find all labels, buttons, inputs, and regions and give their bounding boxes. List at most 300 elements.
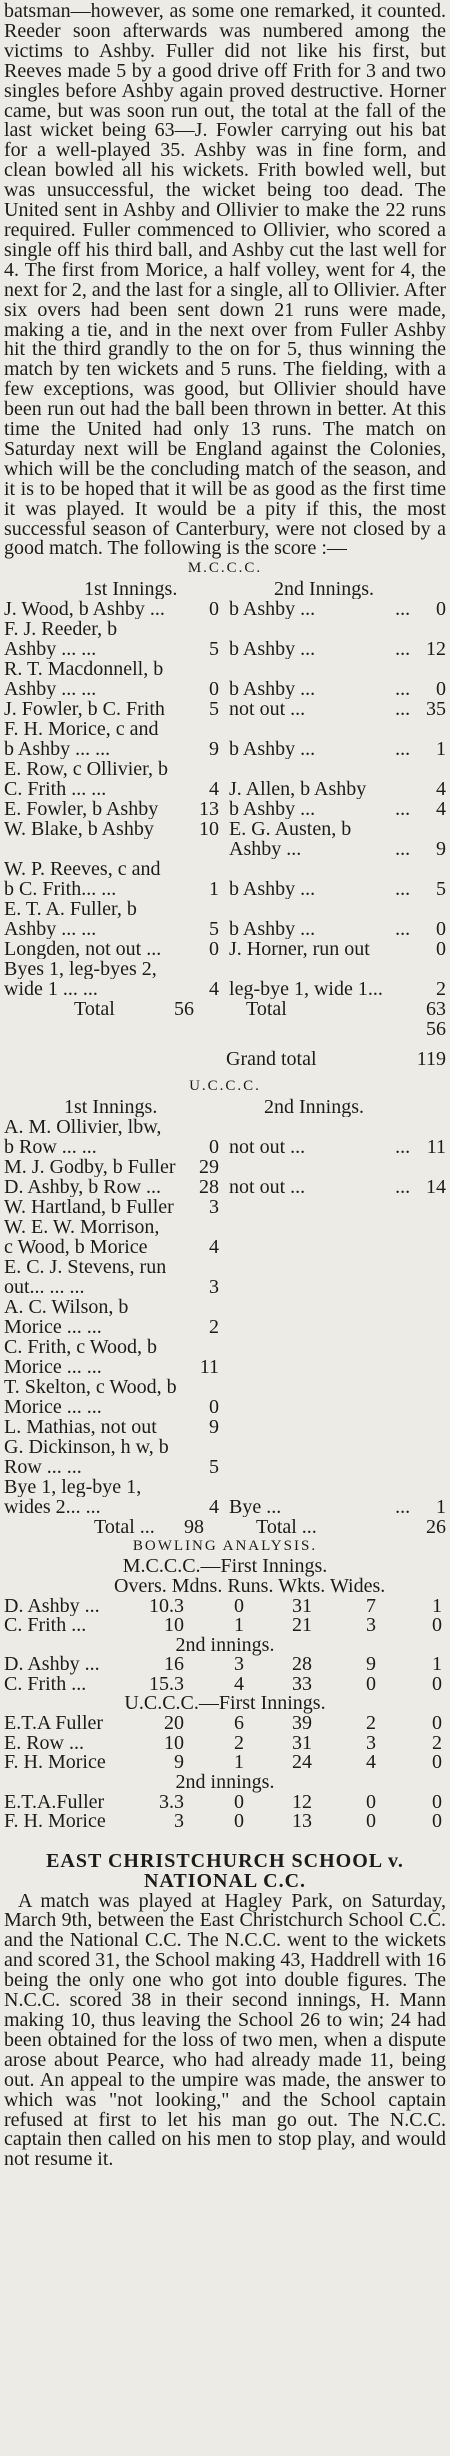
- score-row: [4, 1157, 446, 1177]
- dots-2nd: [395, 1437, 417, 1457]
- bowler: C. Frith ...: [4, 1674, 87, 1695]
- batsman-2nd: [219, 1357, 395, 1377]
- score-row: [4, 879, 446, 899]
- uccc-score-rows: [4, 1117, 446, 1517]
- runs-1st: 3: [209, 1197, 220, 1218]
- runs-2nd: 4: [436, 799, 446, 820]
- wickets: 0: [366, 1792, 376, 1813]
- batsman-2nd: [219, 1397, 395, 1417]
- batsman-1st: Bye 1, leg-bye 1,: [4, 1477, 142, 1498]
- maidens: 3: [234, 1655, 244, 1675]
- dots-2nd: [395, 1297, 417, 1317]
- dots-2nd: [395, 719, 417, 739]
- maidens: 2: [234, 1733, 244, 1754]
- score-row: [4, 1117, 446, 1137]
- article-headline: EAST CHRISTCHURCH SCHOOL v. NATIONAL C.C.: [46, 1849, 404, 1892]
- batsman-1st: C. Frith ... ...: [4, 779, 107, 800]
- bowling-mccc-second-heading: 2nd innings.: [175, 1633, 275, 1656]
- maidens: 0: [234, 1792, 244, 1813]
- runs-1st: [192, 759, 219, 779]
- runs-1st: [192, 1257, 219, 1277]
- dots-2nd: ...: [395, 679, 411, 700]
- batsman-1st: F. J. Reeder, b: [4, 619, 118, 640]
- runs-2nd: [417, 1257, 446, 1277]
- runs-1st: 2: [209, 1317, 220, 1338]
- uccc-title: U.C.C.C.: [189, 1078, 261, 1095]
- bowler: D. Ashby ...: [4, 1596, 100, 1616]
- dots-2nd: [395, 979, 417, 999]
- runs: 13: [292, 1812, 312, 1832]
- dots-2nd: [395, 659, 417, 679]
- runs-2nd: [417, 859, 446, 879]
- runs-2nd: [417, 1297, 446, 1317]
- batsman-2nd: J. Allen, b Ashby: [229, 779, 367, 800]
- runs-2nd: 2: [436, 979, 446, 1000]
- bowler: E.T.A Fuller: [4, 1714, 104, 1734]
- runs-2nd: 0: [436, 599, 446, 620]
- runs-2nd: [417, 1237, 446, 1257]
- overs: 3.3: [159, 1792, 184, 1813]
- score-row: [4, 1377, 446, 1397]
- batsman-2nd: J. Horner, run out: [229, 939, 370, 960]
- wickets: 3: [366, 1733, 376, 1754]
- runs-1st: [192, 839, 219, 859]
- runs-1st: 5: [209, 919, 220, 940]
- dots-2nd: ...: [395, 699, 411, 720]
- runs-2nd: [417, 759, 446, 779]
- batsman-2nd: [219, 1417, 395, 1437]
- batsman-2nd: [219, 619, 395, 639]
- bowling-row: [4, 1734, 446, 1754]
- runs-2nd: [417, 959, 446, 979]
- overs: 10.3: [149, 1596, 184, 1616]
- runs-2nd: [417, 619, 446, 639]
- runs-2nd: [417, 1477, 446, 1497]
- overs: 10: [164, 1616, 184, 1636]
- runs: 28: [292, 1655, 312, 1675]
- score-row: [4, 699, 446, 719]
- batsman-2nd: [219, 859, 395, 879]
- score-row: [4, 859, 446, 879]
- score-row: [4, 919, 446, 939]
- maidens: 1: [234, 1753, 244, 1773]
- runs: 12: [292, 1792, 312, 1813]
- runs: 24: [292, 1753, 312, 1773]
- runs-1st: [192, 619, 219, 639]
- runs-2nd: [417, 659, 446, 679]
- bowling-row: [4, 1793, 446, 1813]
- score-row: [4, 659, 446, 679]
- score-row: [4, 839, 446, 859]
- runs: 33: [292, 1674, 312, 1695]
- batsman-1st: Morice ... ...: [4, 1357, 102, 1378]
- score-row: [4, 1497, 446, 1517]
- dots-2nd: [395, 1157, 417, 1177]
- dots-2nd: [395, 819, 417, 839]
- batsman-1st: E. Row, c Ollivier, b: [4, 759, 168, 780]
- bowling-mccc-second-rows: [4, 1655, 446, 1694]
- batsman-2nd: not out ...: [229, 1177, 306, 1198]
- score-row: [4, 899, 446, 919]
- runs-1st: 1: [209, 879, 220, 900]
- runs-1st: 0: [209, 679, 220, 700]
- batsman-1st: b Ashby ... ...: [4, 739, 111, 760]
- batsman-2nd: b Ashby ...: [229, 679, 316, 700]
- runs-2nd: [417, 1377, 446, 1397]
- wickets: 4: [366, 1753, 376, 1773]
- batsman-2nd: b Ashby ...: [229, 739, 316, 760]
- wickets: 9: [366, 1655, 376, 1675]
- bowler: E. Row ...: [4, 1733, 84, 1754]
- runs-1st: 3: [209, 1277, 220, 1298]
- batsman-2nd: [219, 1237, 395, 1257]
- bowling-row: [4, 1655, 446, 1675]
- batsman-1st: b C. Frith... ...: [4, 879, 117, 900]
- batsman-1st: E. Fowler, b Ashby: [4, 799, 159, 820]
- dots-2nd: [395, 899, 417, 919]
- runs-1st: [192, 659, 219, 679]
- runs-2nd: [417, 1277, 446, 1297]
- runs-2nd: 9: [436, 839, 446, 860]
- maidens: 1: [234, 1616, 244, 1636]
- wides: 0: [432, 1714, 442, 1734]
- bowler: D. Ashby ...: [4, 1655, 100, 1675]
- batsman-2nd: [219, 899, 395, 919]
- uccc-total-row: Total ... 98 Total ... 26: [94, 1517, 446, 1538]
- batsman-1st: D. Ashby, b Row ...: [4, 1177, 162, 1198]
- runs-2nd: 5: [436, 879, 446, 900]
- runs-1st: 0: [209, 1137, 220, 1158]
- maidens: 4: [234, 1674, 244, 1695]
- dots-2nd: [395, 939, 417, 959]
- bowling-row: [4, 1812, 446, 1832]
- batsman-1st: [4, 839, 192, 859]
- dots-2nd: [395, 1357, 417, 1377]
- match-report: batsman—however, as some one remarked, it counted. Reeder soon afterwards was numbered among the victims to Ashby. Fuller did not like his first, but Reeves made 5 by a good drive off Frith for 3 and two singles before Ashby again proved destructive. Horner came, but was soon run out, the total at the fall of the last wicket being 63—J. Fowler carrying out his bat for a well-played 35. Ashby was in fine form, and clean bowled all his wickets. Frith bowled well, but was unsuccessful, the wicket being too dead. The United sent in Ashby and Ollivier to make the 22 runs required. Fuller commenced to Ollivier, who scored a single off his third ball, and Ashby cut the last well for 4. The first from Morice, a half volley, went for 4, the next for 2, and the last for a single, all to Ollivier. After six overs had been sent down 21 runs were made, making a tie, and in the next over from Fuller Ashby hit the third grandly to the on for 5, thus winning the match by ten wickets and 5 runs. The fielding, with a few exceptions, was good, but Ollivier should have been run out had the ball been thrown in better. At this time the United had only 13 runs. The match on Saturday next will be England against the Colonies, which will be the concluding match of the season, and it is to be hoped that it will be as good as the first time it was played. It would be a pity if this, the most successful season of Canterbury, were not closed by a good match. The following is the score :—: [4, 0, 446, 560]
- score-row: [4, 619, 446, 639]
- batsman-1st: C. Frith, c Wood, b: [4, 1337, 158, 1358]
- runs-2nd: [417, 1457, 446, 1477]
- bowling-uccc-second-heading: 2nd innings.: [175, 1770, 275, 1793]
- runs-1st: 4: [209, 979, 220, 1000]
- wides: 0: [432, 1753, 442, 1773]
- batsman-1st: F. H. Morice, c and: [4, 719, 159, 740]
- runs-1st: [192, 1297, 219, 1317]
- dots-2nd: ...: [395, 919, 411, 940]
- batsman-1st: Row ... ...: [4, 1457, 82, 1478]
- dots-2nd: ...: [395, 1177, 411, 1198]
- runs-1st: 4: [209, 1497, 220, 1518]
- batsman-2nd: not out ...: [229, 1137, 306, 1158]
- batsman-2nd: [219, 1297, 395, 1317]
- batsman-1st: wide 1 ... ...: [4, 979, 98, 1000]
- score-row: [4, 1397, 446, 1417]
- wickets: 3: [366, 1616, 376, 1636]
- runs-2nd: 0: [436, 939, 446, 960]
- dots-2nd: [395, 619, 417, 639]
- runs-2nd: [417, 719, 446, 739]
- runs-1st: [192, 899, 219, 919]
- bowler: E.T.A.Fuller: [4, 1792, 105, 1813]
- runs-1st: 9: [209, 1417, 220, 1438]
- runs-2nd: 14: [426, 1177, 446, 1198]
- batsman-1st: W. E. W. Morrison,: [4, 1217, 160, 1238]
- bowler: F. H. Morice: [4, 1812, 106, 1832]
- dots-2nd: [395, 1477, 417, 1497]
- batsman-1st: A. M. Ollivier, lbw,: [4, 1117, 162, 1138]
- batsman-2nd: [219, 1377, 395, 1397]
- dots-2nd: [395, 1237, 417, 1257]
- wickets: 0: [366, 1674, 376, 1695]
- batsman-1st: E. T. A. Fuller, b: [4, 899, 137, 920]
- runs-1st: 5: [209, 639, 220, 660]
- dots-2nd: [395, 759, 417, 779]
- batsman-2nd: [219, 1117, 395, 1137]
- batsman-2nd: [219, 719, 395, 739]
- dots-2nd: ...: [395, 879, 411, 900]
- bowler: F. H. Morice: [4, 1753, 106, 1773]
- runs-2nd: [417, 1337, 446, 1357]
- score-row: [4, 1417, 446, 1437]
- score-row: [4, 959, 446, 979]
- runs-1st: [192, 1337, 219, 1357]
- runs-1st: [192, 959, 219, 979]
- runs-1st: 5: [209, 699, 220, 720]
- score-row: [4, 1257, 446, 1277]
- runs-1st: 29: [199, 1157, 220, 1178]
- dots-2nd: ...: [395, 639, 411, 660]
- score-row: [4, 1217, 446, 1237]
- dots-2nd: [395, 1377, 417, 1397]
- batsman-2nd: [219, 759, 395, 779]
- score-row: [4, 799, 446, 819]
- mccc-total-row: Total 56 Total 63: [74, 999, 446, 1020]
- dots-2nd: [395, 1257, 417, 1277]
- runs-2nd: 1: [436, 1497, 446, 1518]
- dots-2nd: ...: [395, 1137, 411, 1158]
- dots-2nd: [395, 779, 417, 799]
- runs-1st: 0: [209, 599, 220, 620]
- score-row: [4, 1457, 446, 1477]
- batsman-1st: Ashby ... ...: [4, 639, 97, 660]
- wickets: 7: [366, 1596, 376, 1616]
- runs-2nd: 0: [436, 679, 446, 700]
- runs-2nd: [417, 1357, 446, 1377]
- dots-2nd: [395, 959, 417, 979]
- score-row: [4, 679, 446, 699]
- mccc-innings-header: 1st Innings. 2nd Innings.: [84, 579, 374, 600]
- runs-1st: 5: [209, 1457, 220, 1478]
- batsman-2nd: Bye ...: [229, 1497, 282, 1518]
- runs-2nd: [417, 1157, 446, 1177]
- runs-1st: 0: [209, 1397, 220, 1418]
- bowling-columns-header: Overs. Mdns. Runs. Wkts. Wides.: [114, 1577, 386, 1597]
- dots-2nd: ...: [395, 739, 411, 760]
- runs-1st: [192, 859, 219, 879]
- runs-1st: 11: [199, 1357, 220, 1378]
- batsman-1st: b Row ... ...: [4, 1137, 97, 1158]
- bowling-uccc-first-heading: U.C.C.C.—First Innings.: [124, 1692, 326, 1715]
- overs: 15.3: [149, 1674, 184, 1695]
- batsman-2nd: [219, 1277, 395, 1297]
- batsman-1st: Longden, not out ...: [4, 939, 162, 960]
- batsman-2nd: [219, 1217, 395, 1237]
- batsman-1st: Morice ... ...: [4, 1317, 102, 1338]
- runs-1st: 28: [199, 1177, 220, 1198]
- wides: 0: [432, 1674, 442, 1695]
- score-row: [4, 779, 446, 799]
- bowling-row: [4, 1714, 446, 1734]
- score-row: [4, 1177, 446, 1197]
- dots-2nd: [395, 1277, 417, 1297]
- batsman-2nd: [219, 1317, 395, 1337]
- overs: 20: [164, 1714, 184, 1734]
- mccc-carried-row: 56: [426, 1019, 446, 1040]
- wides: 2: [432, 1733, 442, 1754]
- runs-1st: 0: [209, 939, 220, 960]
- bowling-mccc-first-heading: M.C.C.C.—First Innings.: [122, 1555, 328, 1578]
- runs-1st: 9: [209, 739, 220, 760]
- score-row: [4, 1137, 446, 1157]
- dots-2nd: [395, 1457, 417, 1477]
- score-row: [4, 639, 446, 659]
- bowler: C. Frith ...: [4, 1616, 87, 1636]
- dots-2nd: ...: [395, 839, 411, 860]
- bowling-title: BOWLING ANALYSIS.: [132, 1538, 318, 1555]
- runs-2nd: [417, 1437, 446, 1457]
- batsman-1st: T. Skelton, c Wood, b: [4, 1377, 177, 1398]
- batsman-1st: Morice ... ...: [4, 1397, 102, 1418]
- batsman-1st: Ashby ... ...: [4, 679, 97, 700]
- score-row: [4, 739, 446, 759]
- score-row: [4, 939, 446, 959]
- score-row: [4, 1337, 446, 1357]
- runs-2nd: 0: [436, 919, 446, 940]
- bowling-uccc-second-rows: [4, 1793, 446, 1832]
- dots-2nd: ...: [395, 1497, 411, 1518]
- dots-2nd: ...: [395, 599, 411, 620]
- batsman-2nd: [219, 1477, 395, 1497]
- runs-2nd: [417, 1117, 446, 1137]
- batsman-1st: G. Dickinson, h w, b: [4, 1437, 169, 1458]
- maidens: 0: [234, 1596, 244, 1616]
- score-row: [4, 719, 446, 739]
- batsman-2nd: [219, 659, 395, 679]
- overs: 3: [174, 1812, 184, 1832]
- runs: 31: [292, 1596, 312, 1616]
- overs: 16: [164, 1655, 184, 1675]
- batsman-2nd: leg-bye 1, wide 1...: [229, 979, 383, 1000]
- mccc-grand-total-row: Grand total 119: [226, 1049, 446, 1070]
- runs-1st: [192, 1377, 219, 1397]
- runs-1st: 13: [199, 799, 220, 820]
- wides: 0: [432, 1792, 442, 1813]
- dots-2nd: [395, 1197, 417, 1217]
- runs: 21: [292, 1616, 312, 1636]
- batsman-2nd: [219, 1457, 395, 1477]
- batsman-1st: A. C. Wilson, b: [4, 1297, 129, 1318]
- score-row: [4, 1317, 446, 1337]
- batsman-1st: M. J. Godby, b Fuller: [4, 1157, 176, 1178]
- article-body: A match was played at Hagley Park, on Saturday, March 9th, between the East Christchurch School C.C. and the National C.C. The N.C.C. went to the wickets and scored 31, the School making 43, Haddrell with 16 being the only one who got into double figures. The N.C.C. scored 38 in their second innings, H. Mann making 10, thus leaving the School 26 to win; 24 had been obtained for the loss of two men, when a dispute arose about Pearce, who had already made 11, being out. An appeal to the umpire was made, the answer to which was "not looking," and the School captain refused at first to let his man go out. The N.C.C. captain then called on his men to stop play, and would not resume it.: [4, 1889, 446, 2171]
- maidens: 6: [234, 1714, 244, 1734]
- batsman-1st: R. T. Macdonnell, b: [4, 659, 164, 680]
- runs-2nd: 12: [426, 639, 446, 660]
- batsman-1st: wides 2... ...: [4, 1497, 101, 1518]
- runs-2nd: [417, 1197, 446, 1217]
- runs-2nd: [417, 1217, 446, 1237]
- runs: 39: [292, 1714, 312, 1734]
- runs-1st: [192, 1437, 219, 1457]
- wickets: 0: [366, 1812, 376, 1832]
- score-row: [4, 1237, 446, 1257]
- batsman-1st: E. C. J. Stevens, run: [4, 1257, 167, 1278]
- wides: 1: [432, 1655, 442, 1675]
- runs-1st: [192, 719, 219, 739]
- batsman-2nd: [219, 1437, 395, 1457]
- batsman-1st: out... ... ...: [4, 1277, 85, 1298]
- batsman-2nd: E. G. Austen, b: [229, 819, 352, 840]
- runs-2nd: [417, 819, 446, 839]
- runs: 31: [292, 1733, 312, 1754]
- batsman-1st: Ashby ... ...: [4, 919, 97, 940]
- runs-2nd: [417, 1317, 446, 1337]
- dots-2nd: ...: [395, 799, 411, 820]
- runs-2nd: 1: [436, 739, 446, 760]
- runs-2nd: [417, 899, 446, 919]
- batsman-1st: W. Hartland, b Fuller: [4, 1197, 174, 1218]
- score-row: [4, 979, 446, 999]
- wickets: 2: [366, 1714, 376, 1734]
- runs-1st: 4: [209, 779, 220, 800]
- batsman-2nd: [219, 1197, 395, 1217]
- batsman-1st: J. Fowler, b C. Frith: [4, 699, 165, 720]
- overs: 10: [164, 1733, 184, 1754]
- score-row: [4, 1277, 446, 1297]
- batsman-1st: L. Mathias, not out: [4, 1417, 157, 1438]
- dots-2nd: [395, 1317, 417, 1337]
- score-row: [4, 1197, 446, 1217]
- batsman-2nd: [219, 959, 395, 979]
- runs-1st: 10: [199, 819, 220, 840]
- score-row: [4, 819, 446, 839]
- overs: 9: [174, 1753, 184, 1773]
- mccc-score-rows: [4, 599, 446, 999]
- score-row: [4, 599, 446, 619]
- wides: 0: [432, 1812, 442, 1832]
- runs-1st: [192, 1477, 219, 1497]
- runs-2nd: 11: [426, 1137, 446, 1158]
- score-row: [4, 1437, 446, 1457]
- batsman-2nd: b Ashby ...: [229, 639, 316, 660]
- batsman-2nd: b Ashby ...: [229, 879, 316, 900]
- maidens: 0: [234, 1812, 244, 1832]
- batsman-1st: Byes 1, leg-byes 2,: [4, 959, 157, 980]
- wides: 1: [432, 1596, 442, 1616]
- dots-2nd: [395, 1217, 417, 1237]
- bowling-row: [4, 1753, 446, 1773]
- runs-1st: [192, 1217, 219, 1237]
- dots-2nd: [395, 859, 417, 879]
- batsman-2nd: [219, 1157, 395, 1177]
- batsman-1st: W. Blake, b Ashby: [4, 819, 154, 840]
- bowling-mccc-first-rows: [4, 1597, 446, 1636]
- batsman-2nd: b Ashby ...: [229, 599, 316, 620]
- runs-1st: [192, 1117, 219, 1137]
- dots-2nd: [395, 1417, 417, 1437]
- bowling-row: [4, 1597, 446, 1617]
- uccc-innings-header: 1st Innings. 2nd Innings.: [64, 1097, 364, 1118]
